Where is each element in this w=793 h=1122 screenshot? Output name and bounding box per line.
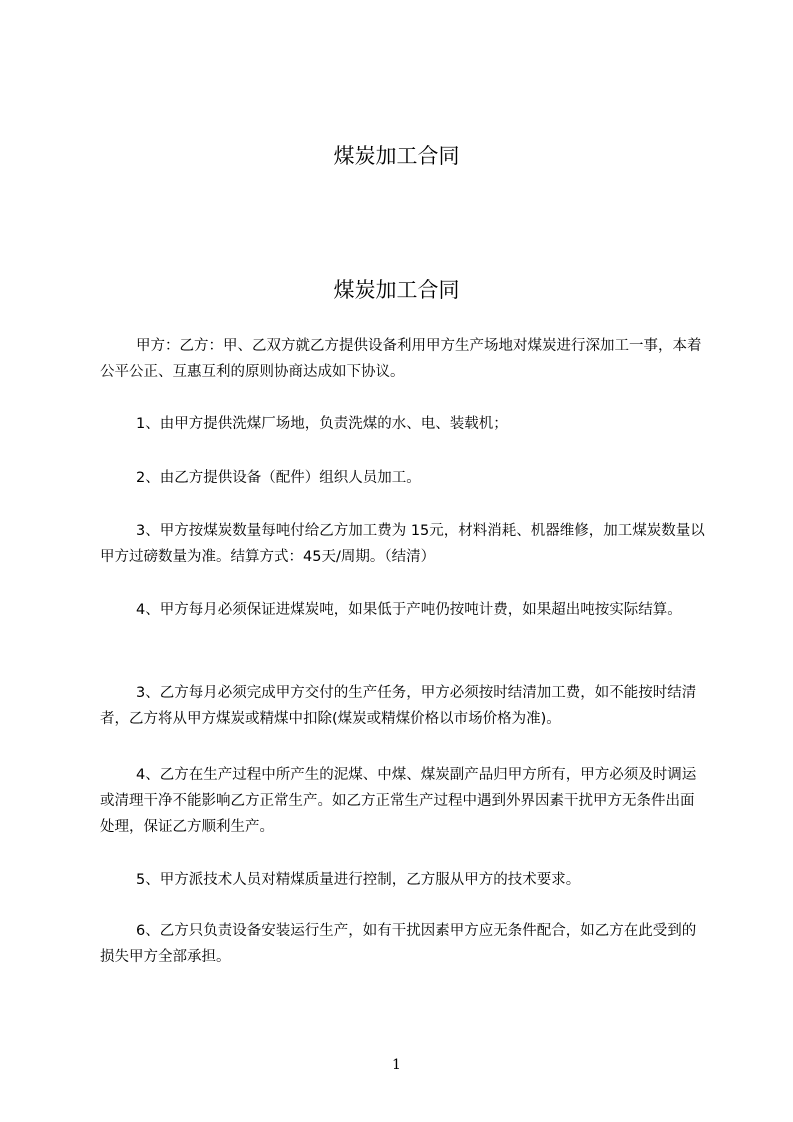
clause-3-task: 3、乙方每月必须完成甲方交付的生产任务，甲方必须按时结清加工费，如不能按时结清者，乙方将从甲方煤炭或精煤中扣除(煤炭或精煤价格以市场价格为准)。 bbox=[100, 685, 697, 727]
page-number: 1 bbox=[392, 1057, 401, 1073]
clause-5: 5、甲方派技术人员对精煤质量进行控制，乙方服从甲方的技术要求。 bbox=[136, 872, 581, 888]
clause-3-fee: 3、甲方按煤炭数量每吨付给乙方加工费为 15元，材料消耗、机器维修，加工煤炭数量以甲方过磅数量为准。结算方式：45天/周期。（结清） bbox=[100, 523, 705, 565]
paragraph-intro: 甲方：乙方：甲、乙双方就乙方提供设备利用甲方生产场地对煤炭进行深加工一事，本着公平公正、互惠互利的原则协商达成如下协议。 bbox=[100, 338, 702, 380]
page-title: 煤炭加工合同 bbox=[333, 278, 460, 302]
clause-6: 6、乙方只负责设备安装运行生产，如有干扰因素甲方应无条件配合，如乙方在此受到的损失甲方全部承担。 bbox=[100, 923, 697, 965]
clause-4-byproduct: 4、乙方在生产过程中所产生的泥煤、中煤、煤炭副产品归甲方所有，甲方必须及时调运或清理干净不能影响乙方正常生产。如乙方正常生产过程中遇到外界因素干扰甲方无条件出面处理，保证乙方顺利生产。 bbox=[100, 767, 697, 835]
clause-4-quota: 4、甲方每月必须保证进煤炭吨，如果低于产吨仍按吨计费，如果超出吨按实际结算。 bbox=[136, 602, 682, 618]
clause-2: 2、由乙方提供设备（配件）组织人员加工。 bbox=[136, 470, 421, 486]
header-title: 煤炭加工合同 bbox=[333, 144, 460, 168]
clause-1: 1、由甲方提供洗煤厂场地，负责洗煤的水、电、装载机； bbox=[136, 416, 508, 432]
